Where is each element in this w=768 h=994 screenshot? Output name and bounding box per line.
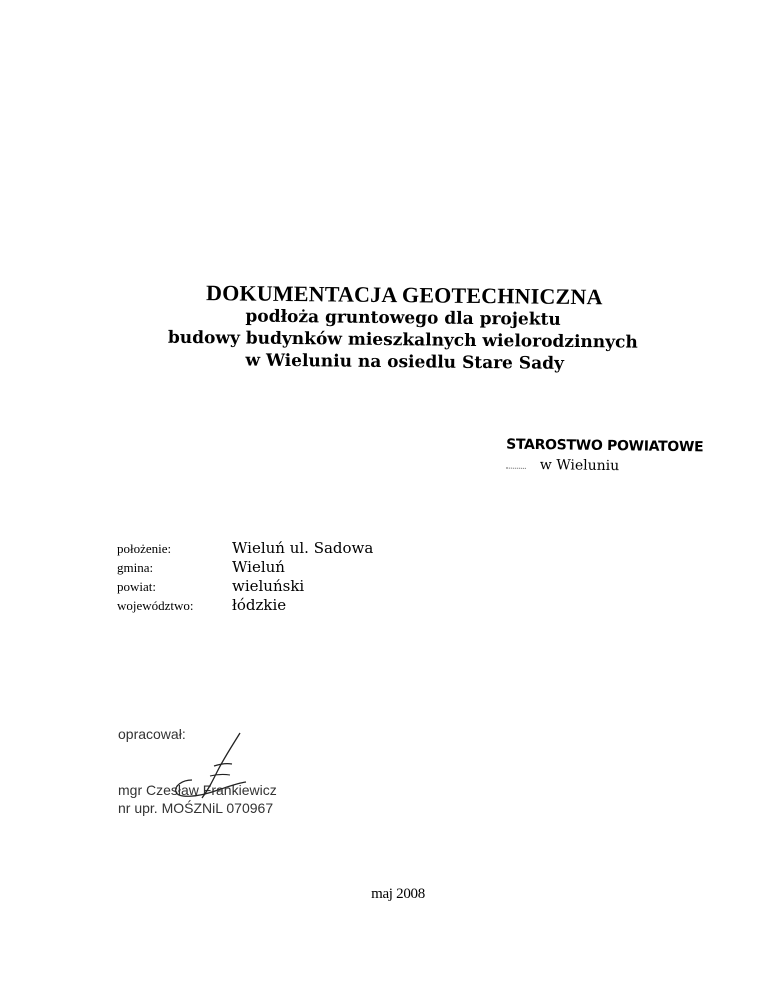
title-subline-1: podłoża gruntowego dla projektu <box>245 306 561 330</box>
title-subline-2: budowy budynków mieszkalnych wielorodzinnych <box>167 327 638 353</box>
location-table <box>117 539 373 615</box>
document-title: DOKUMENTACJA GEOTECHNICZNA <box>205 280 603 310</box>
stamp-office-name: STAROSTWO POWIATOWE <box>506 436 704 456</box>
office-stamp <box>506 437 706 476</box>
document-date <box>0 886 768 903</box>
location-value: Wieluń ul. Sadowa <box>232 539 374 557</box>
location-label: położenie: <box>117 541 172 556</box>
location-row <box>117 577 373 596</box>
location-label: powiat: <box>117 579 156 594</box>
stamp-town: w Wieluniu <box>539 457 620 475</box>
location-value: wieluński <box>232 577 305 595</box>
document-title-block <box>0 279 768 377</box>
location-label: województwo: <box>117 598 194 613</box>
location-value: łódzkie <box>232 596 287 614</box>
stamp-town-line <box>506 457 706 476</box>
location-row <box>117 596 373 615</box>
handwritten-signature <box>162 728 252 803</box>
author-label: opracował: <box>118 726 186 742</box>
author-license: nr upr. MOŚZNiL 070967 <box>118 800 274 816</box>
location-row <box>117 539 373 558</box>
title-subline-3: w Wieluniu na osiedlu Stare Sady <box>245 350 565 374</box>
stamp-smudge <box>506 461 526 468</box>
date-text: maj 2008 <box>371 886 425 902</box>
location-label: gmina: <box>117 560 154 575</box>
location-value: Wieluń <box>232 558 285 576</box>
location-row <box>117 558 373 577</box>
author-name: mgr Czesław Frankiewicz <box>118 782 277 798</box>
